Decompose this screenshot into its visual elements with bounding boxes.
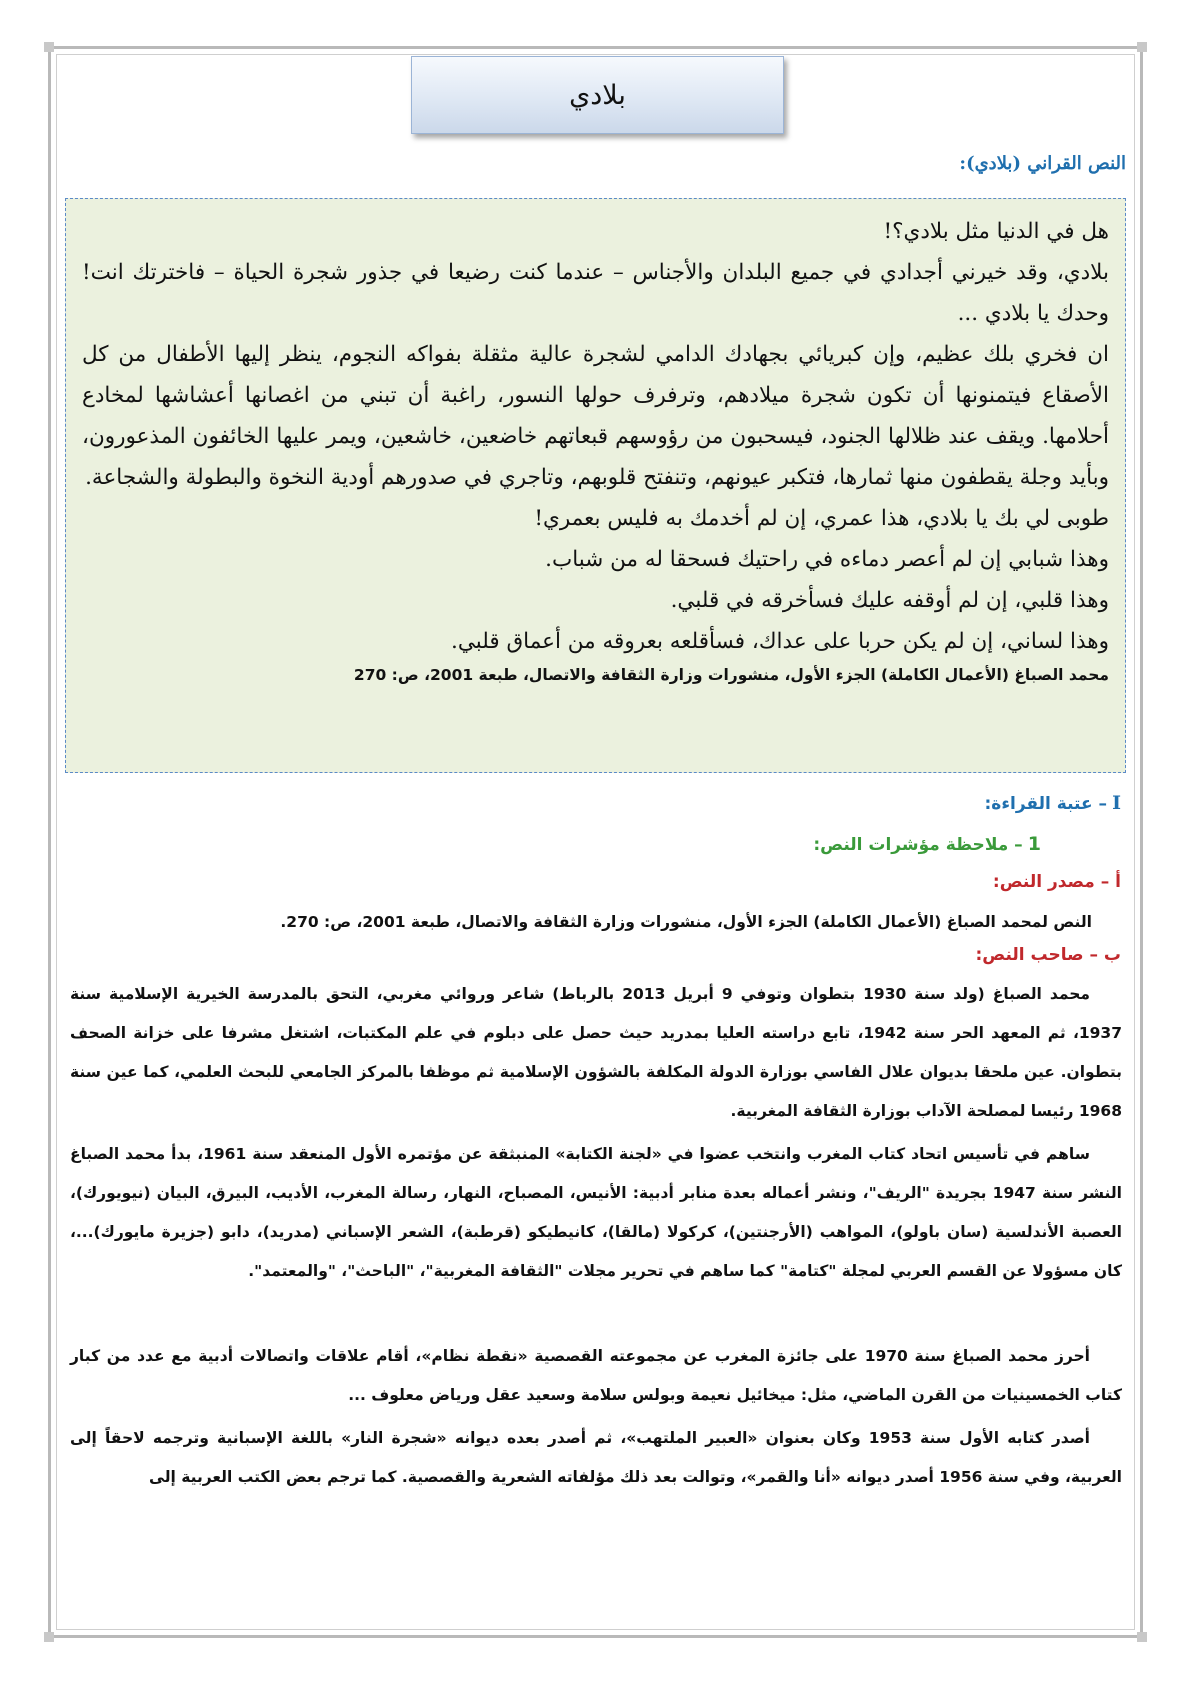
subsection-number: 1: [1027, 833, 1041, 855]
poem-heading: النص القراني (بلادي):: [959, 153, 1126, 174]
author-paragraph: محمد الصباغ (ولد سنة 1930 بتطوان وتوفي 9 أبريل 2013 بالرباط) شاعر وروائي مغربي، التحق بالمدرسة الخيرية الإسلامية سنة 1937، ثم المعهد الحر سنة 1942، تابع دراسته العليا بمدريد حيث حصل على دبلوم في علم المكتبات، اشتغل مشرفا على خزانة الصحف بتطوان. عين ملحقا بديوان علال الفاسي بوزارة الدولة المكلفة بالشؤون الإسلامية ثم موظفا بالمركز الجامعي للبحث العلمي، كما عين سنة 1968 رئيسا لمصلحة الآداب بوزارة الثقافة المغربية.: [70, 985, 1122, 1120]
section-heading: [985, 792, 1122, 814]
poem-paragraph: بلادي، وقد خيرني أجدادي في جميع البلدان والأجناس – عندما كنت رضيعا في جذور شجرة الحياة – فاخترتك انت! وحدك يا بلادي ...: [82, 260, 1109, 326]
poem-paragraph: وهذا لساني، إن لم يكن حربا على عداك، فسأقلعه بعروقه من أعماق قلبي.: [451, 629, 1109, 654]
poem-source: محمد الصباغ (الأعمال الكاملة) الجزء الأول، منشورات وزارة الثقافة والاتصال، طبعة 2001، ص: 270: [353, 666, 1109, 684]
section-title: – عتبة القراءة:: [984, 794, 1108, 814]
subsection-heading: [813, 833, 1041, 855]
poem-paragraph: هل في الدنيا مثل بلادي؟!: [883, 219, 1109, 244]
poem-paragraph: وهذا شبابي إن لم أعصر دماءه في راحتيك فسحقا له من شباب.: [545, 547, 1109, 572]
subsection-title: – ملاحظة مؤشرات النص:: [813, 835, 1023, 855]
poem-paragraph: وهذا قلبي، إن لم أوقفه عليك فسأخرقه في قلبي.: [670, 588, 1109, 613]
poem-box: [65, 198, 1126, 773]
page-title-text: بلادي: [569, 79, 626, 111]
source-heading: أ – مصدر النص:: [992, 872, 1121, 892]
page-title: [411, 56, 784, 134]
source-text: النص لمحمد الصباغ (الأعمال الكاملة) الجزء الأول، منشورات وزارة الثقافة والاتصال، طبعة 2001، ص: 270.: [280, 913, 1092, 931]
author-paragraph: أحرز محمد الصباغ سنة 1970 على جائزة المغرب عن مجموعته القصصية «نقطة نظام»، أقام علاقات واتصالات أدبية مع عدد من كبار كتاب الخمسينيات من القرن الماضي، مثل: ميخائيل نعيمة وبولس سلامة وسعيد عقل ورياض معلوف ...: [70, 1347, 1122, 1404]
author-paragraph: ساهم في تأسيس اتحاد كتاب المغرب وانتخب عضوا في «لجنة الكتابة» المنبثقة عن مؤتمره الأول المنعقد سنة 1961، بدأ محمد الصباغ النشر سنة 1947 بجريدة "الريف"، ونشر أعماله بعدة منابر أدبية: الأنيس، المصباح، النهار، رسالة المغرب، الأديب، البيرق، البيان (نيويورك)، العصبة الأندلسية (سان باولو)، المواهب (الأرجنتين)، كركولا (مالقا)، كانيطيكو (قرطبة)، الشعر الإسباني (مدريد)، دابو (جزيرة مايورك)...، كان مسؤولا عن القسم العربي لمجلة "كتامة" كما ساهم في تحرير مجلات "الثقافة المغربية"، "الباحث"، "والمعتمد".: [70, 1145, 1122, 1280]
border-corner: [44, 1632, 54, 1642]
border-corner: [1137, 42, 1147, 52]
border-corner: [44, 42, 54, 52]
author-paragraph: أصدر كتابه الأول سنة 1953 وكان بعنوان «العبير الملتهب»، ثم أصدر بعده ديوانه «شجرة النار» باللغة الإسبانية وترجمه لاحقاً إلى العربية، وفي سنة 1956 أصدر ديوانه «أنا والقمر»، وتوالت بعد ذلك مؤلفاته الشعرية والقصصية. كما ترجم بعض الكتب العربية إلى: [70, 1429, 1122, 1486]
author-heading: ب – صاحب النص:: [975, 945, 1121, 965]
border-corner: [1137, 1632, 1147, 1642]
poem-paragraph: طوبى لي بك يا بلادي، هذا عمري، إن لم أخدمك به فليس بعمري!: [534, 506, 1109, 531]
poem-paragraph: ان فخري بلك عظيم، وإن كبريائي بجهادك الدامي لشجرة عالية مثقلة بفواكه النجوم، ينظر إليها الأطفال من كل الأصقاع فيتمنونها أن تكون شجرة ميلادهم، وترفرف حولها النسور، راغبة أن تبني من اغصانها أعشاشها لمخادع أحلامها. ويقف عند ظلالها الجنود، فيسحبون من رؤوسهم قبعاتهم خاضعين، خاشعين، ويمر عليها الخائفون المذعورون، وبأيد وجلة يقطفون منها ثمارها، فتكبر عيونهم، وتنفتح قلوبهم، وتاجري في صدورهم أودية النخوة والبطولة والشجاعة.: [82, 342, 1109, 490]
section-number: I: [1112, 792, 1121, 814]
